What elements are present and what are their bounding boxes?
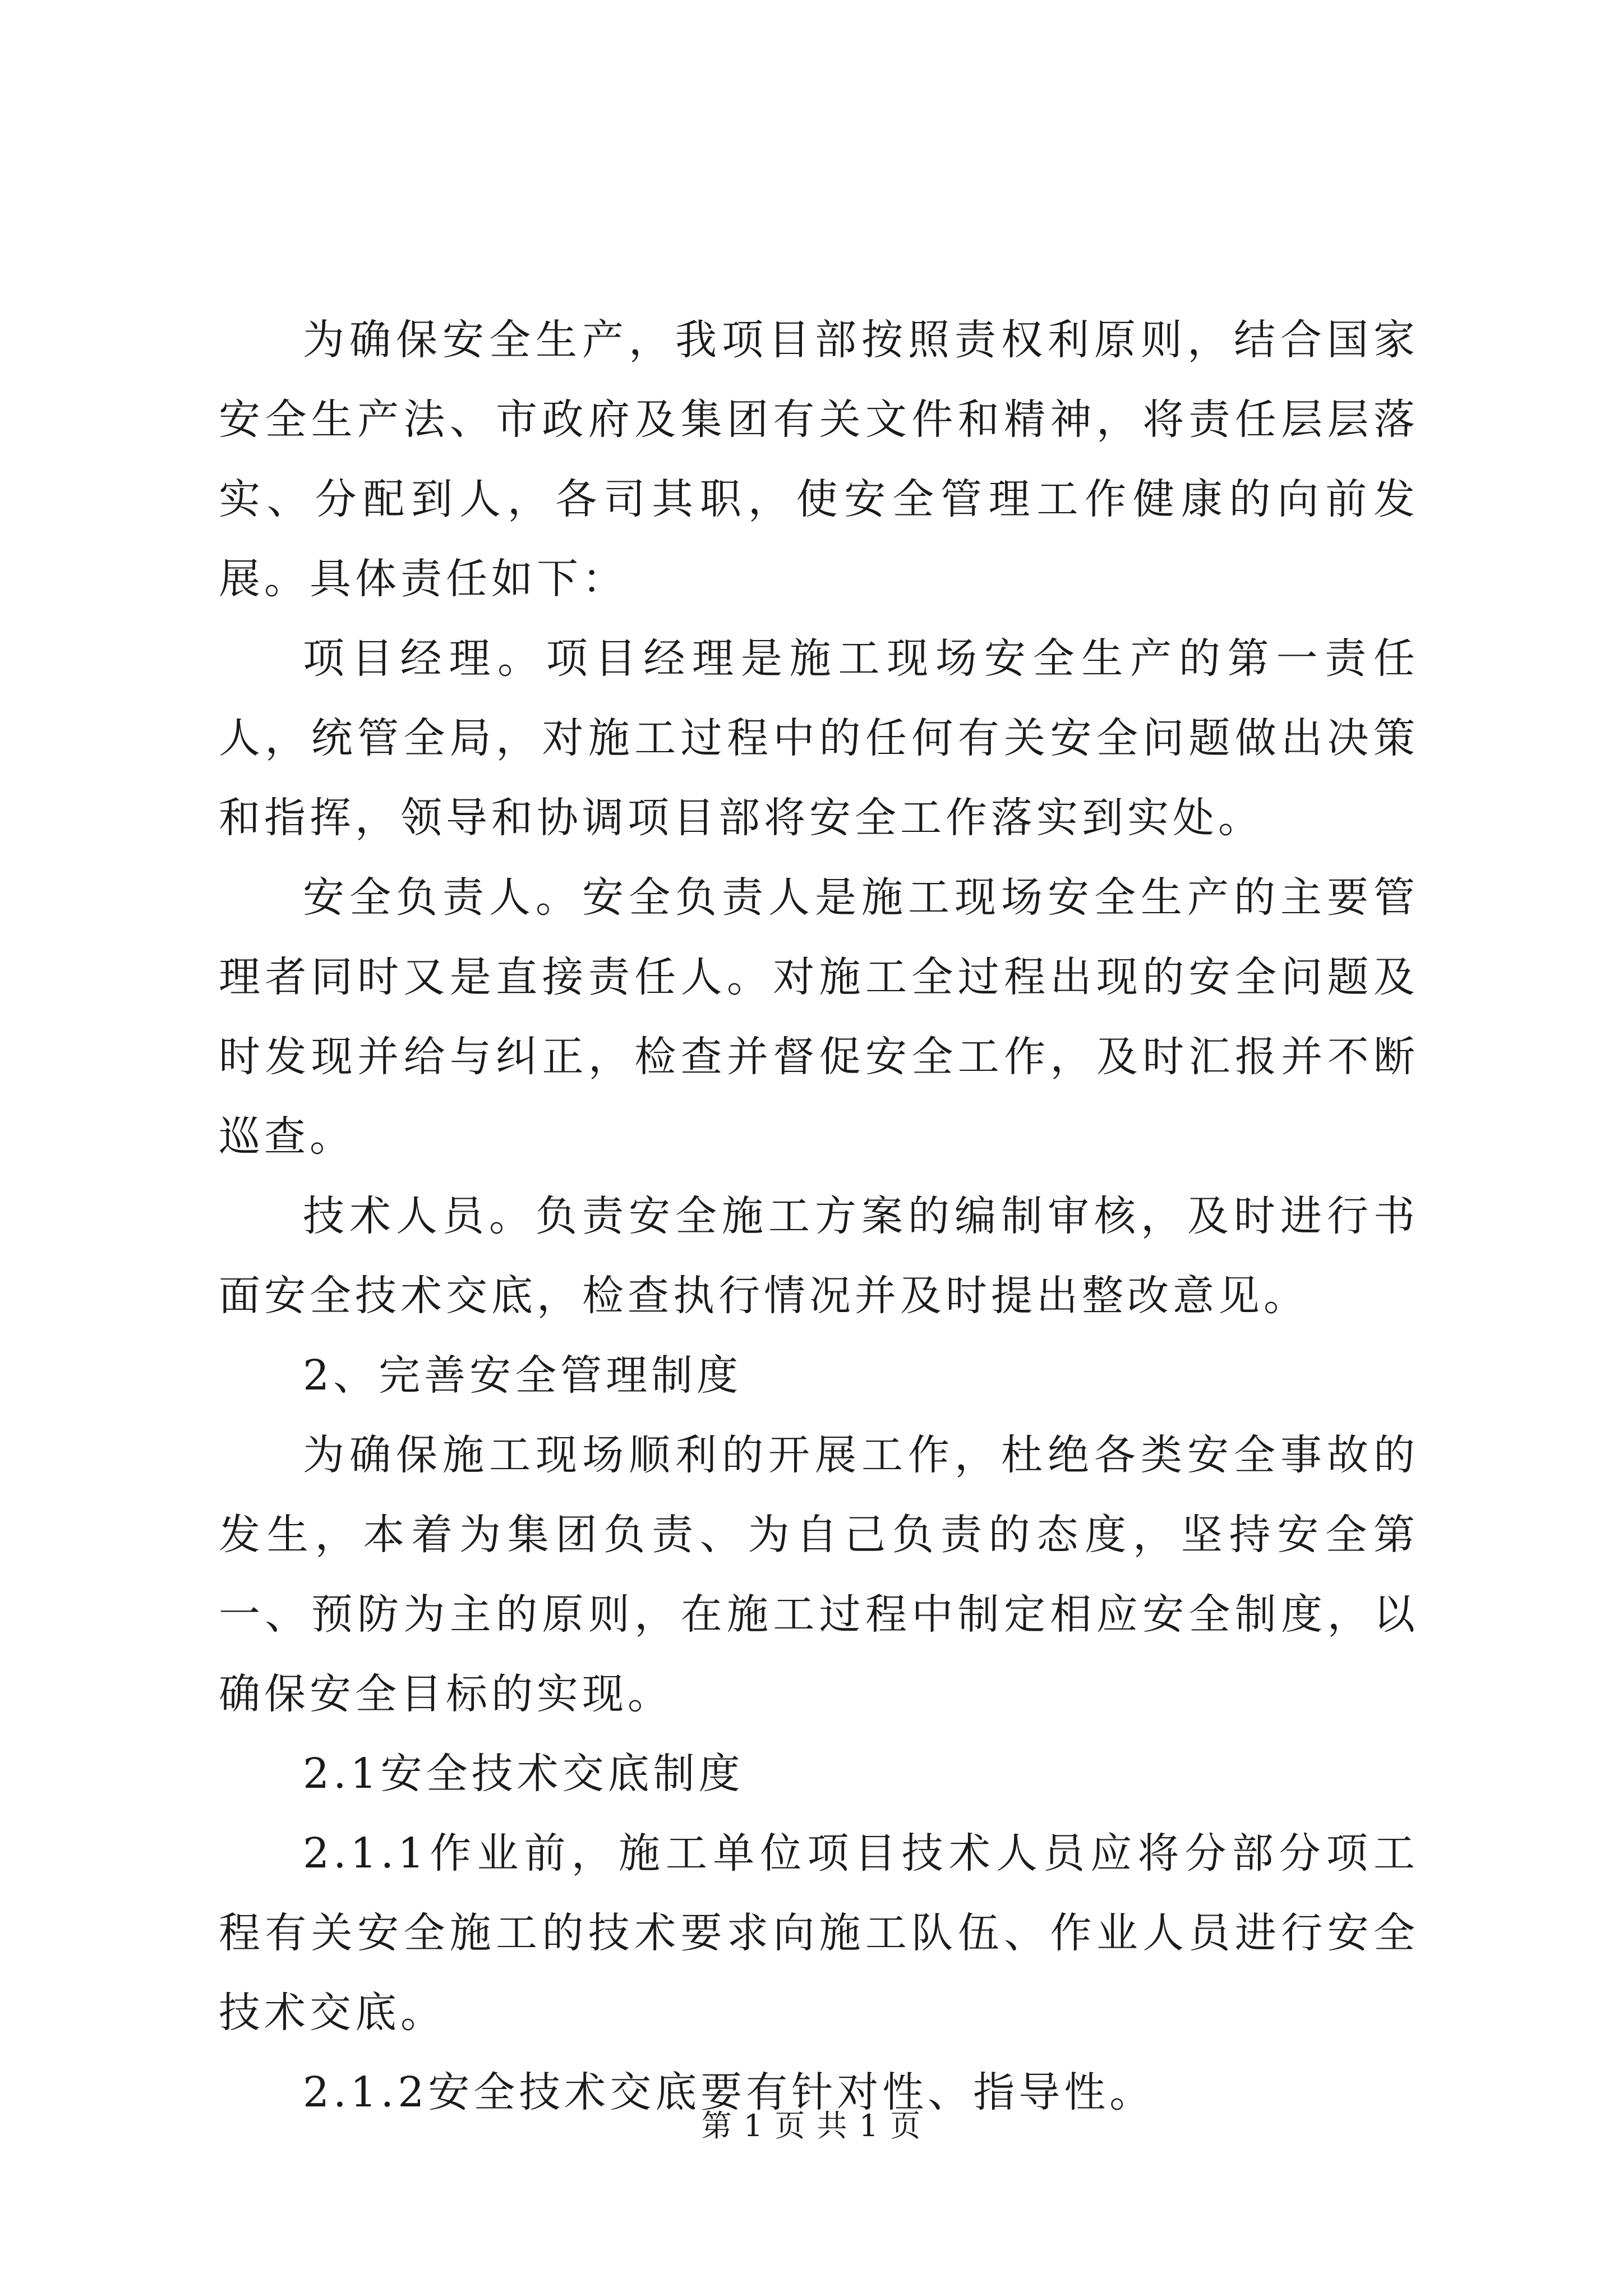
- section-heading-2: 2、完善安全管理制度: [303, 1351, 743, 1400]
- section-heading-2-1: 2.1安全技术交底制度: [303, 1750, 744, 1798]
- document-body: [219, 300, 1419, 2132]
- paragraph-safety-officer: 安全负责人。安全负责人是施工现场安全生产的主要管理者同时又是直接责任人。对施工全过程出现的安全问题及时发现并给与纠正，检查并督促安全工作，及时汇报并不断巡查。: [219, 873, 1419, 1161]
- paragraph-system-purpose: 为确保施工现场顺利的开展工作，杜绝各类安全事故的发生，本着为集团负责、为自己负责的态度，坚持安全第一、预防为主的原则，在施工过程中制定相应安全制度，以确保安全目标的实现。: [219, 1431, 1419, 1718]
- paragraph-responsibility-intro: 为确保安全生产，我项目部按照责权利原则，结合国家安全生产法、市政府及集团有关文件和精神，将责任层层落实、分配到人，各司其职，使安全管理工作健康的向前发展。具体责任如下：: [219, 316, 1419, 603]
- paragraph-project-manager: 项目经理。项目经理是施工现场安全生产的第一责任人，统管全局，对施工过程中的任何有关安全问题做出决策和指挥，领导和协调项目部将安全工作落实到实处。: [219, 634, 1419, 842]
- page-number-footer: 第 1 页 共 1 页: [701, 2108, 922, 2143]
- paragraph-2-1-1: 2.1.1作业前，施工单位项目技术人员应将分部分项工程有关安全施工的技术要求向施工队伍、作业人员进行安全技术交底。: [219, 1829, 1419, 2037]
- paragraph-2-1-2: 2.1.2安全技术交底要有针对性、指导性。: [303, 2068, 1155, 2116]
- paragraph-technical-staff: 技术人员。负责安全施工方案的编制审核，及时进行书面安全技术交底，检查执行情况并及时提出整改意见。: [219, 1192, 1419, 1320]
